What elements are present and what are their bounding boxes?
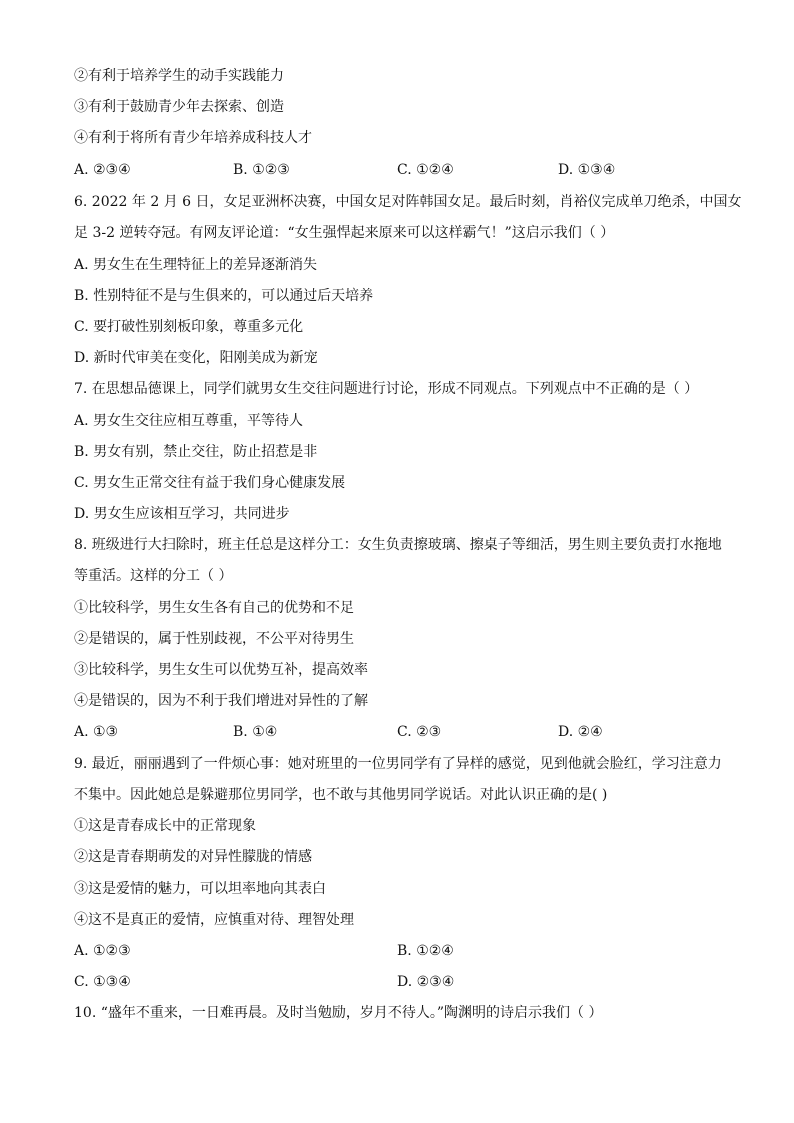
q9-stem-line-2: 不集中。因此她总是躲避那位男同学，也不敢与其他男同学说话。对此认识正确的是( )	[74, 787, 608, 803]
q5-option-b: B. ①②③	[233, 162, 290, 178]
q9-option-c: C. ①③④	[74, 974, 131, 990]
q8-option-b: B. ①④	[233, 724, 278, 740]
q5-option-c: C. ①②④	[397, 162, 454, 178]
q9-item-1: ①这是青春成长中的正常现象	[74, 818, 256, 834]
q8-option-a: A. ①③	[74, 724, 119, 740]
q9-item-2: ②这是青春期萌发的对异性朦胧的情感	[74, 849, 312, 865]
q9-option-d: D. ②③④	[397, 974, 455, 990]
q5-option-d: D. ①③④	[558, 162, 616, 178]
q8-stem-line-2: 等重活。这样的分工（ ）	[74, 568, 233, 584]
q9-item-4: ④这不是真正的爱情，应慎重对待、理智处理	[74, 912, 354, 928]
q5-item-2: ②有利于培养学生的动手实践能力	[74, 68, 284, 84]
q7-option-c: C. 男女生正常交往有益于我们身心健康发展	[74, 475, 346, 491]
q8-item-4: ④是错误的，因为不利于我们增进对异性的了解	[74, 693, 368, 709]
q7-stem-line-1: 7. 在思想品德课上，同学们就男女生交往问题进行讨论，形成不同观点。下列观点中不正确的是（ ）	[74, 381, 699, 397]
q6-option-b: B. 性别特征不是与生俱来的，可以通过后天培养	[74, 288, 374, 304]
q5-item-4: ④有利于将所有青少年培养成科技人才	[74, 130, 312, 146]
q5-item-3: ③有利于鼓励青少年去探索、创造	[74, 99, 284, 115]
q6-option-a: A. 男女生在生理特征上的差异逐渐消失	[74, 257, 318, 273]
q7-option-b: B. 男女有别，禁止交往，防止招惹是非	[74, 444, 318, 460]
q8-item-1: ①比较科学，男生女生各有自己的优势和不足	[74, 600, 354, 616]
q9-item-3: ③这是爱情的魅力，可以坦率地向其表白	[74, 881, 326, 897]
q8-item-3: ③比较科学，男生女生可以优势互补，提高效率	[74, 662, 368, 678]
q10-stem-line-1: 10. “盛年不重来，一日难再晨。及时当勉励，岁月不待人。”陶渊明的诗启示我们（ ）	[74, 1005, 603, 1021]
q8-option-d: D. ②④	[558, 724, 603, 740]
q7-option-a: A. 男女生交往应相互尊重，平等待人	[74, 413, 304, 429]
q9-stem-line-1: 9. 最近，丽丽遇到了一件烦心事：她对班里的一位男同学有了异样的感觉，见到他就会脸红，学习注意力	[74, 756, 722, 772]
q8-stem-line-1: 8. 班级进行大扫除时，班主任总是这样分工：女生负责擦玻璃、擦桌子等细活，男生则主要负责打水拖地	[74, 537, 722, 553]
q6-stem-line-1: 6. 2022 年 2 月 6 日，女足亚洲杯决赛，中国女足对阵韩国女足。最后时刻，肖裕仪完成单刀绝杀，中国女	[74, 194, 742, 210]
q9-option-b: B. ①②④	[397, 943, 454, 959]
q6-stem-line-2: 足 3-2 逆转夺冠。有网友评论道：“女生强悍起来原来可以这样霸气！”这启示我们（ ）	[74, 225, 615, 241]
q6-option-d: D. 新时代审美在变化，阳刚美成为新宠	[74, 350, 318, 366]
q5-option-a: A. ②③④	[74, 162, 131, 178]
q8-item-2: ②是错误的，属于性别歧视，不公平对待男生	[74, 631, 354, 647]
q7-option-d: D. 男女生应该相互学习，共同进步	[74, 506, 290, 522]
q9-option-a: A. ①②③	[74, 943, 131, 959]
q8-option-c: C. ②③	[397, 724, 442, 740]
q6-option-c: C. 要打破性别刻板印象，尊重多元化	[74, 319, 304, 335]
